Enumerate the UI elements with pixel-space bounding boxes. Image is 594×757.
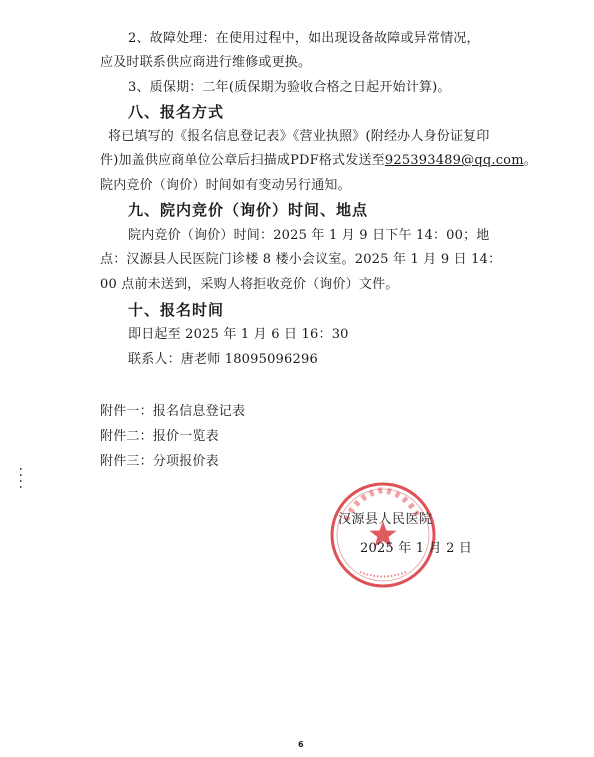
registration-period: 。 bbox=[523, 153, 537, 168]
paragraph-fault-handling: 2、故障处理：在使用过程中，如出现设备故障或异常情况， bbox=[128, 31, 480, 46]
page-number: 6 bbox=[298, 740, 304, 749]
attachment-3: 附件三：分项报价表 bbox=[100, 454, 219, 469]
attachment-1: 附件一：报名信息登记表 bbox=[100, 404, 246, 419]
email-link[interactable]: 925393489@qq.com bbox=[384, 153, 524, 168]
paragraph-warranty: 3、质保期：二年(质保期为验收合格之日起开始计算)。 bbox=[128, 80, 451, 95]
paragraph-bidding-place: 点：汉源县人民医院门诊楼 8 楼小会议室。2025 年 1 月 9 日 14： bbox=[100, 252, 502, 267]
paragraph-registration-period: 即日起至 2025 年 1 月 6 日 16：30 bbox=[128, 327, 349, 342]
signature-date: 2025 年 1 月 2 日 bbox=[360, 541, 473, 556]
paragraph-registration-cont bbox=[100, 152, 537, 170]
paragraph-bidding-deadline: 00 点前未送到，采购人将拒收竞价（询价）文件。 bbox=[100, 277, 399, 292]
paragraph-change-notice: 院内竞价（询价）时间如有变动另行通知。 bbox=[100, 178, 351, 193]
registration-text: 件)加盖供应商单位公章后扫描成PDF格式发送至 bbox=[100, 153, 385, 168]
official-seal-icon bbox=[328, 480, 438, 590]
heading-registration-time: 十、报名时间 bbox=[128, 301, 225, 319]
paragraph-fault-handling-cont: 应及时联系供应商进行维修或更换。 bbox=[100, 55, 312, 70]
paragraph-bidding-time: 院内竞价（询价）时间：2025 年 1 月 9 日下午 14：00；地 bbox=[128, 228, 490, 243]
paragraph-registration: 将已填写的《报名信息登记表》《营业执照》(附经办人身份证复印 bbox=[108, 129, 490, 144]
attachment-2: 附件二：报价一览表 bbox=[100, 429, 219, 444]
paragraph-contact: 联系人：唐老师 18095096296 bbox=[128, 352, 318, 367]
heading-registration-method: 八、报名方式 bbox=[128, 103, 225, 121]
heading-bidding-time-place: 九、院内竞价（询价）时间、地点 bbox=[128, 201, 369, 219]
margin-mark-icon bbox=[20, 468, 22, 490]
signature-organization: 汉源县人民医院 bbox=[338, 512, 433, 527]
